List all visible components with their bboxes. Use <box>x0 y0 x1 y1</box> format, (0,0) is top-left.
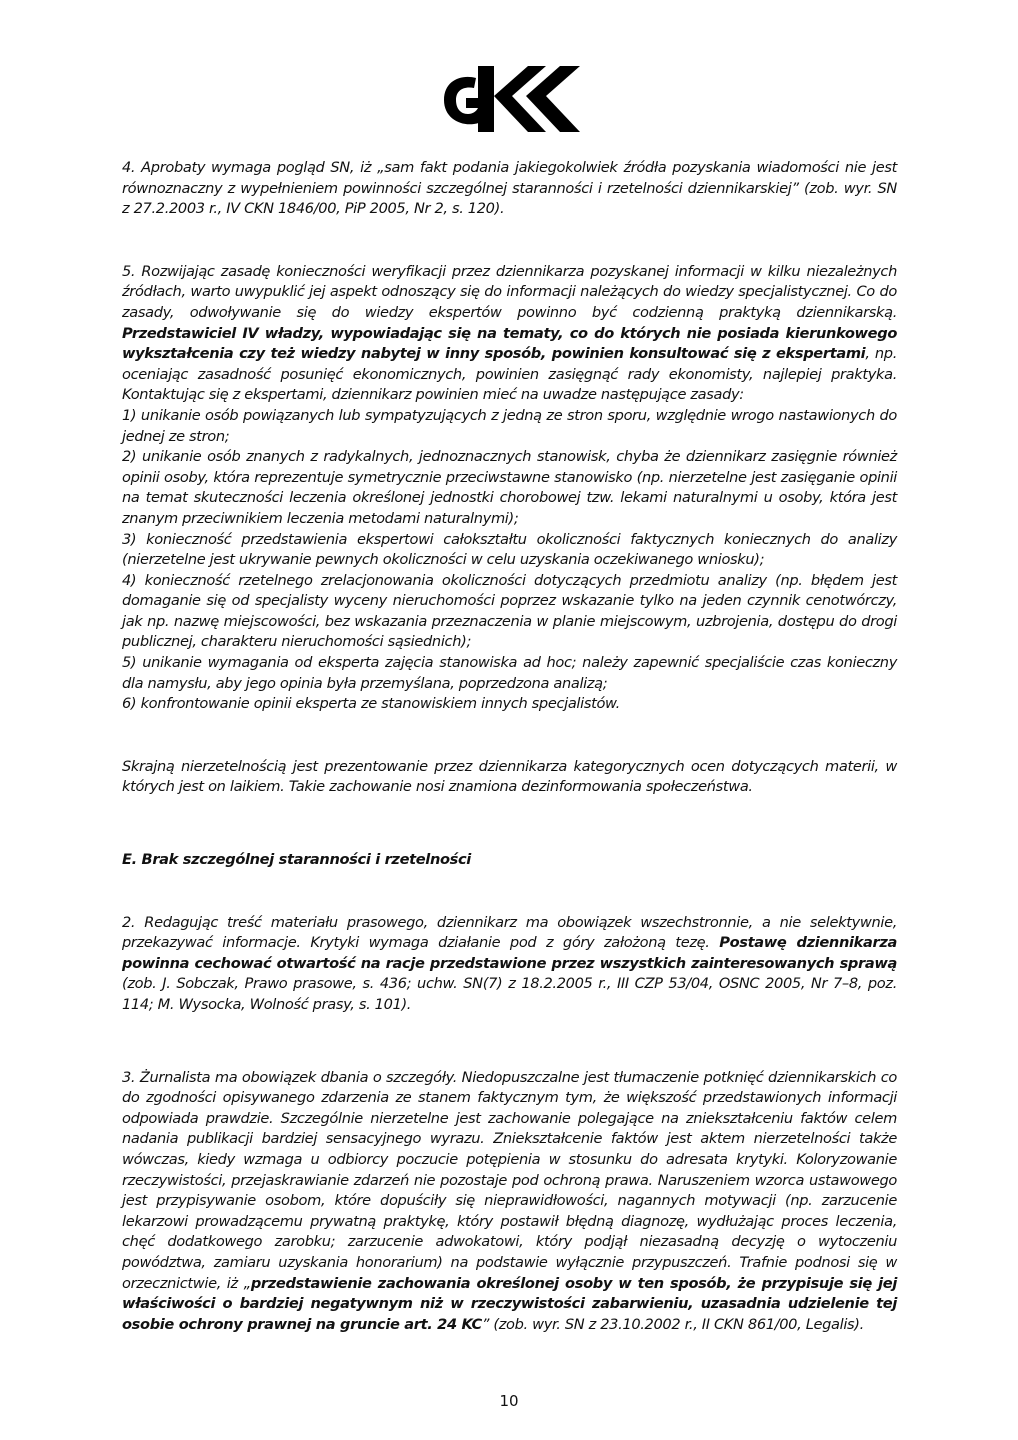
section-heading: E. Brak szczególnej staranności i rzetelności <box>122 851 471 869</box>
rule-item: 2) unikanie osób znanych z radykalnych, jednoznacznych stanowisk, chyba że dziennikarz zasięgnie również opinii osoby, która reprezentuje symetrycznie przeciwstawne stanowisko (np. nierzetelne jest zasięganie opinii na temat skuteczności leczenia określonej jednostki chorobowej tzw. lekami naturalnymi u osoby, która jest znanym przeciwnikiem leczenia metodami naturalnymi); <box>122 448 897 527</box>
paragraph-4: 4. Aprobaty wymaga pogląd SN, iż „sam fakt podania jakiegokolwiek źródła pozyskania wiadomości nie jest równoznaczny z wypełnieniem powinności szczególnej staranności i rzetelności dziennikarskiej” (zob. wyr. SN z 27.2.2003 r., IV CKN 1846/00, PiP 2005, Nr 2, s. 120). <box>122 159 897 218</box>
paragraph-2: 2. Redagując treść materiału prasowego, dziennikarz ma obowiązek wszechstronnie, a nie selektywnie, przekazywać informacje. Krytyki wymaga działanie pod z góry założoną tezę. Postawę dziennikarza powinna cechować otwartość na racje przedstawione przez wszystkich zainteresowanych sprawą (zob. J. Sobczak, Prawo prasowe, s. 436; uchw. SN(7) z 18.2.2005 r., III CZP 53/04, OSNC 2005, Nr 7–8, poz. 114; M. Wysocka, Wolność prasy, s. 101). <box>122 913 897 1013</box>
rule-item: 3) konieczność przedstawienia ekspertowi całokształtu okoliczności faktycznych koniecznych do analizy (nierzetelne jest ukrywanie pewnych okoliczności w celu uzyskania oczekiwanego wniosku); <box>122 530 897 569</box>
emphasis: przedstawienie zachowania określonej osoby w ten sposób, że przypisuje się jej właściwości o bardziej negatywnym niż w rzeczywistości zabarwieniu, uzasadnia udzielenie tej osobie ochrony prawnej na gruncie art. 24 KC <box>122 1274 897 1333</box>
paragraph-5: 5. Rozwijając zasadę konieczności weryfikacji przez dziennikarza pozyskanej informacji w kilku niezależnych źródłach, warto uwypuklić jej aspekt odnoszący się do informacji należących do wiedzy specjalistycznej. Co do zasady, odwoływanie się do wiedzy ekspertów powinno być codzienną praktyką dziennikarską. Przedstawiciel IV władzy, wypowiadając się na tematy, co do których nie posiada kierunkowego wykształcenia czy też wiedzy nabytej w inny sposób, powinien konsultować się z ekspertami, np. oceniając zasadność posunięć ekonomicznych, powinien zasięgnąć rady ekonomisty, najlepiej praktyka. Kontaktując się z ekspertami, dziennikarz powinien mieć na uwadze następujące zasady: <box>122 262 897 404</box>
rule-item: 5) unikanie wymagania od eksperta zajęcia stanowiska ad hoc; należy zapewnić specjaliście czas konieczny dla namysłu, aby jego opinia była przemyślana, poprzedzona analizą; <box>122 654 897 692</box>
rule-item: 6) konfrontowanie opinii eksperta ze stanowiskiem innych specjalistów. <box>122 695 620 713</box>
gkk-logo-icon <box>440 60 585 132</box>
document-body <box>122 158 897 1335</box>
emphasis: Postawę dziennikarza powinna cechować otwartość na racje przedstawione przez wszystkich zainteresowanych sprawą <box>122 934 897 972</box>
page-number: 10 <box>499 1392 519 1410</box>
rule-item: 4) konieczność rzetelnego zrelacjonowania okoliczności dotyczących przedmiotu analizy (np. błędem jest domaganie się od specjalisty wyceny nieruchomości poprzez wskazanie tylko na jeden czynnik cenotwórczy, jak np. nazwę miejscowości, bez wskazania przeznaczenia w planie miejscowym, uzbrojenia, dostępu do drogi publicznej, charakteru nieruchomości sąsiednich); <box>122 571 897 651</box>
paragraph-3: 3. Żurnalista ma obowiązek dbania o szczegóły. Niedopuszczalne jest tłumaczenie potknięć dziennikarskich co do zgodności opisywanego zdarzenia ze stanem faktycznym tym, że większość przedstawionych informacji odpowiada prawdzie. Szczególnie nierzetelne jest zachowanie polegające na zniekształceniu faktów celem nadania publikacji bardziej sensacyjnego wyrazu. Zniekształcenie faktów jest aktem nierzetelności także wówczas, kiedy wzmaga u odbiorcy poczucie potępienia w stosunku do adresata krytyki. Koloryzowanie rzeczywistości, przejaskrawianie zdarzeń nie pozostaje pod ochroną prawa. Naruszeniem wzorca ustawowego jest przypisywanie osobom, które dopuściły się nieprawidłowości, nagannych motywacji (np. zarzucenie lekarzowi prowadzącemu prywatną praktykę, który postawił błędną diagnozę, wydłużając proces leczenia, chęć dodatkowego zarobku; zarzucenie adwokatowi, który podjął niezasadną decyzję o wytoczeniu powództwa, zamiaru uzyskania honorarium) na podstawie wyłącznie przypuszczeń. Trafnie podnosi się w orzecznictwie, iż „przedstawienie zachowania określonej osoby w ten sposób, że przypisuje się jej właściwości o bardziej negatywnym niż w rzeczywistości zabarwieniu, uzasadnia udzielenie tej osobie ochrony prawnej na gruncie art. 24 KC” (zob. wyr. SN z 23.10.2002 r., II CKN 861/00, Legalis). <box>122 1068 897 1333</box>
rule-item: 1) unikanie osób powiązanych lub sympatyzujących z jedną ze stron sporu, względnie wrogo nastawionych do jednej ze stron; <box>122 406 897 445</box>
extreme-paragraph: Skrajną nierzetelnością jest prezentowanie przez dziennikarza kategorycznych ocen dotyczących materii, w których jest on laikiem. Takie zachowanie nosi znamiona dezinformowania społeczeństwa. <box>122 757 897 796</box>
emphasis: Przedstawiciel IV władzy, wypowiadając się na tematy, co do których nie posiada kierunkowego wykształcenia czy też wiedzy nabytej w inny sposób, powinien konsultować się z ekspertami <box>122 324 897 363</box>
